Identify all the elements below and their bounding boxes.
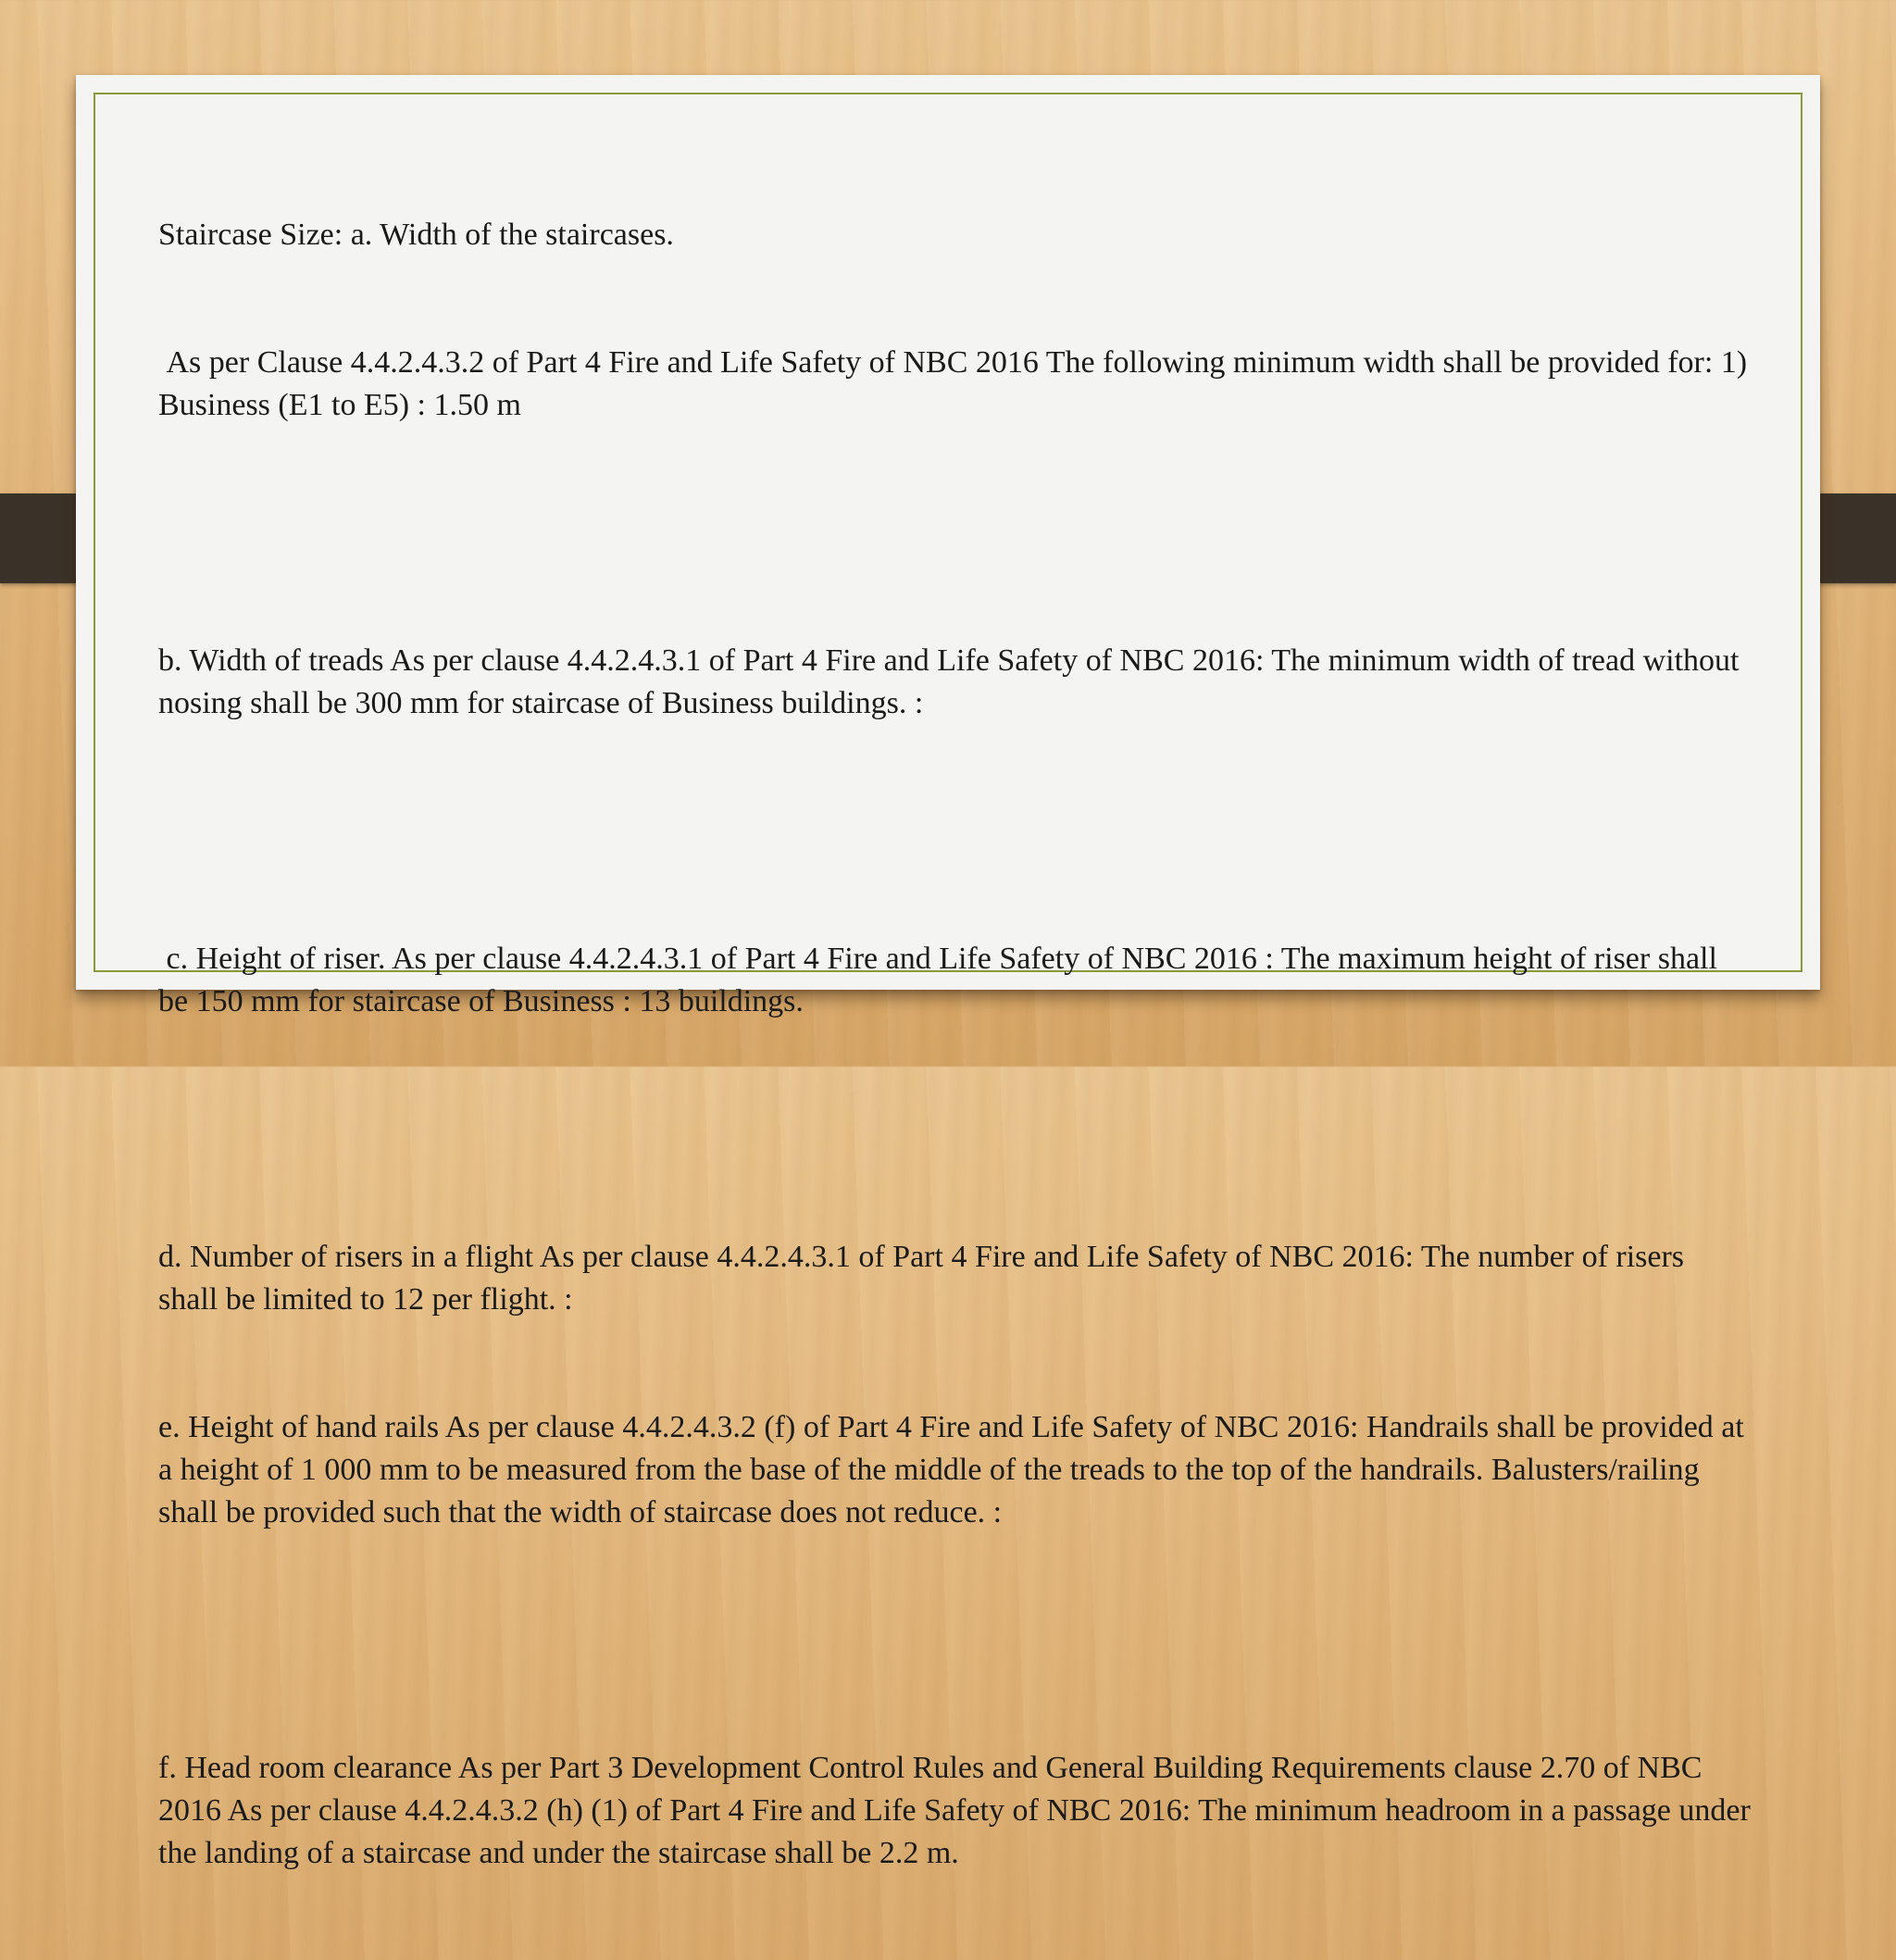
paragraph-spacer bbox=[158, 810, 1751, 853]
paragraph-staircase-size: Staircase Size: a. Width of the staircases. bbox=[158, 218, 674, 252]
paragraph-tread-width: b. Width of treads As per clause 4.4.2.4.3.1 of Part 4 Fire and Life Safety of NBC 2016: The minimum width of tread without nosing shall be 300 mm for staircase of Business buildings. : bbox=[158, 643, 1747, 720]
slide-paper bbox=[76, 75, 1820, 1870]
slide-body-text bbox=[158, 129, 1759, 1960]
paragraph-spacer bbox=[158, 1108, 1751, 1151]
paragraph-staircase-width: As per Clause 4.4.2.4.3.2 of Part 4 Fire and Life Safety of NBC 2016 The following minimum width shall be provided for: 1) Business (E1 to E5) : 1.50 m bbox=[158, 345, 1755, 422]
paragraph-spacer bbox=[158, 1619, 1751, 1662]
paragraph-handrail-height: e. Height of hand rails As per clause 4.4.2.4.3.2 (f) of Part 4 Fire and Life Safety of NBC 2016: Handrails shall be provided at a height of 1 000 mm to be measured from the base of the middle of the treads to the top of the handrails. Balusters/railing shall be provided such that the width of staircase does not reduce. : bbox=[158, 1410, 1753, 1529]
paragraph-riser-height: c. Height of riser. As per clause 4.4.2.4.3.1 of Part 4 Fire and Life Safety of NBC 2016 : The maximum height of riser shall be 150 mm for staircase of Business : 13 buildings. bbox=[158, 942, 1726, 1018]
paragraph-headroom-clearance: f. Head room clearance As per Part 3 Development Control Rules and General Building Requirements clause 2.70 of NBC 2016 As per clause 4.4.2.4.3.2 (h) (1) of Part 4 Fire and Life Safety of NBC 2016: The minimum headroom in a passage under the landing of a staircase and under the staircase shall be 2.2 m. bbox=[158, 1751, 1759, 1870]
paragraph-spacer bbox=[158, 512, 1751, 555]
paragraph-risers-per-flight: d. Number of risers in a flight As per clause 4.4.2.4.3.1 of Part 4 Fire and Life Safety of NBC 2016: The number of risers shall be limited to 12 per flight. : bbox=[158, 1240, 1692, 1317]
